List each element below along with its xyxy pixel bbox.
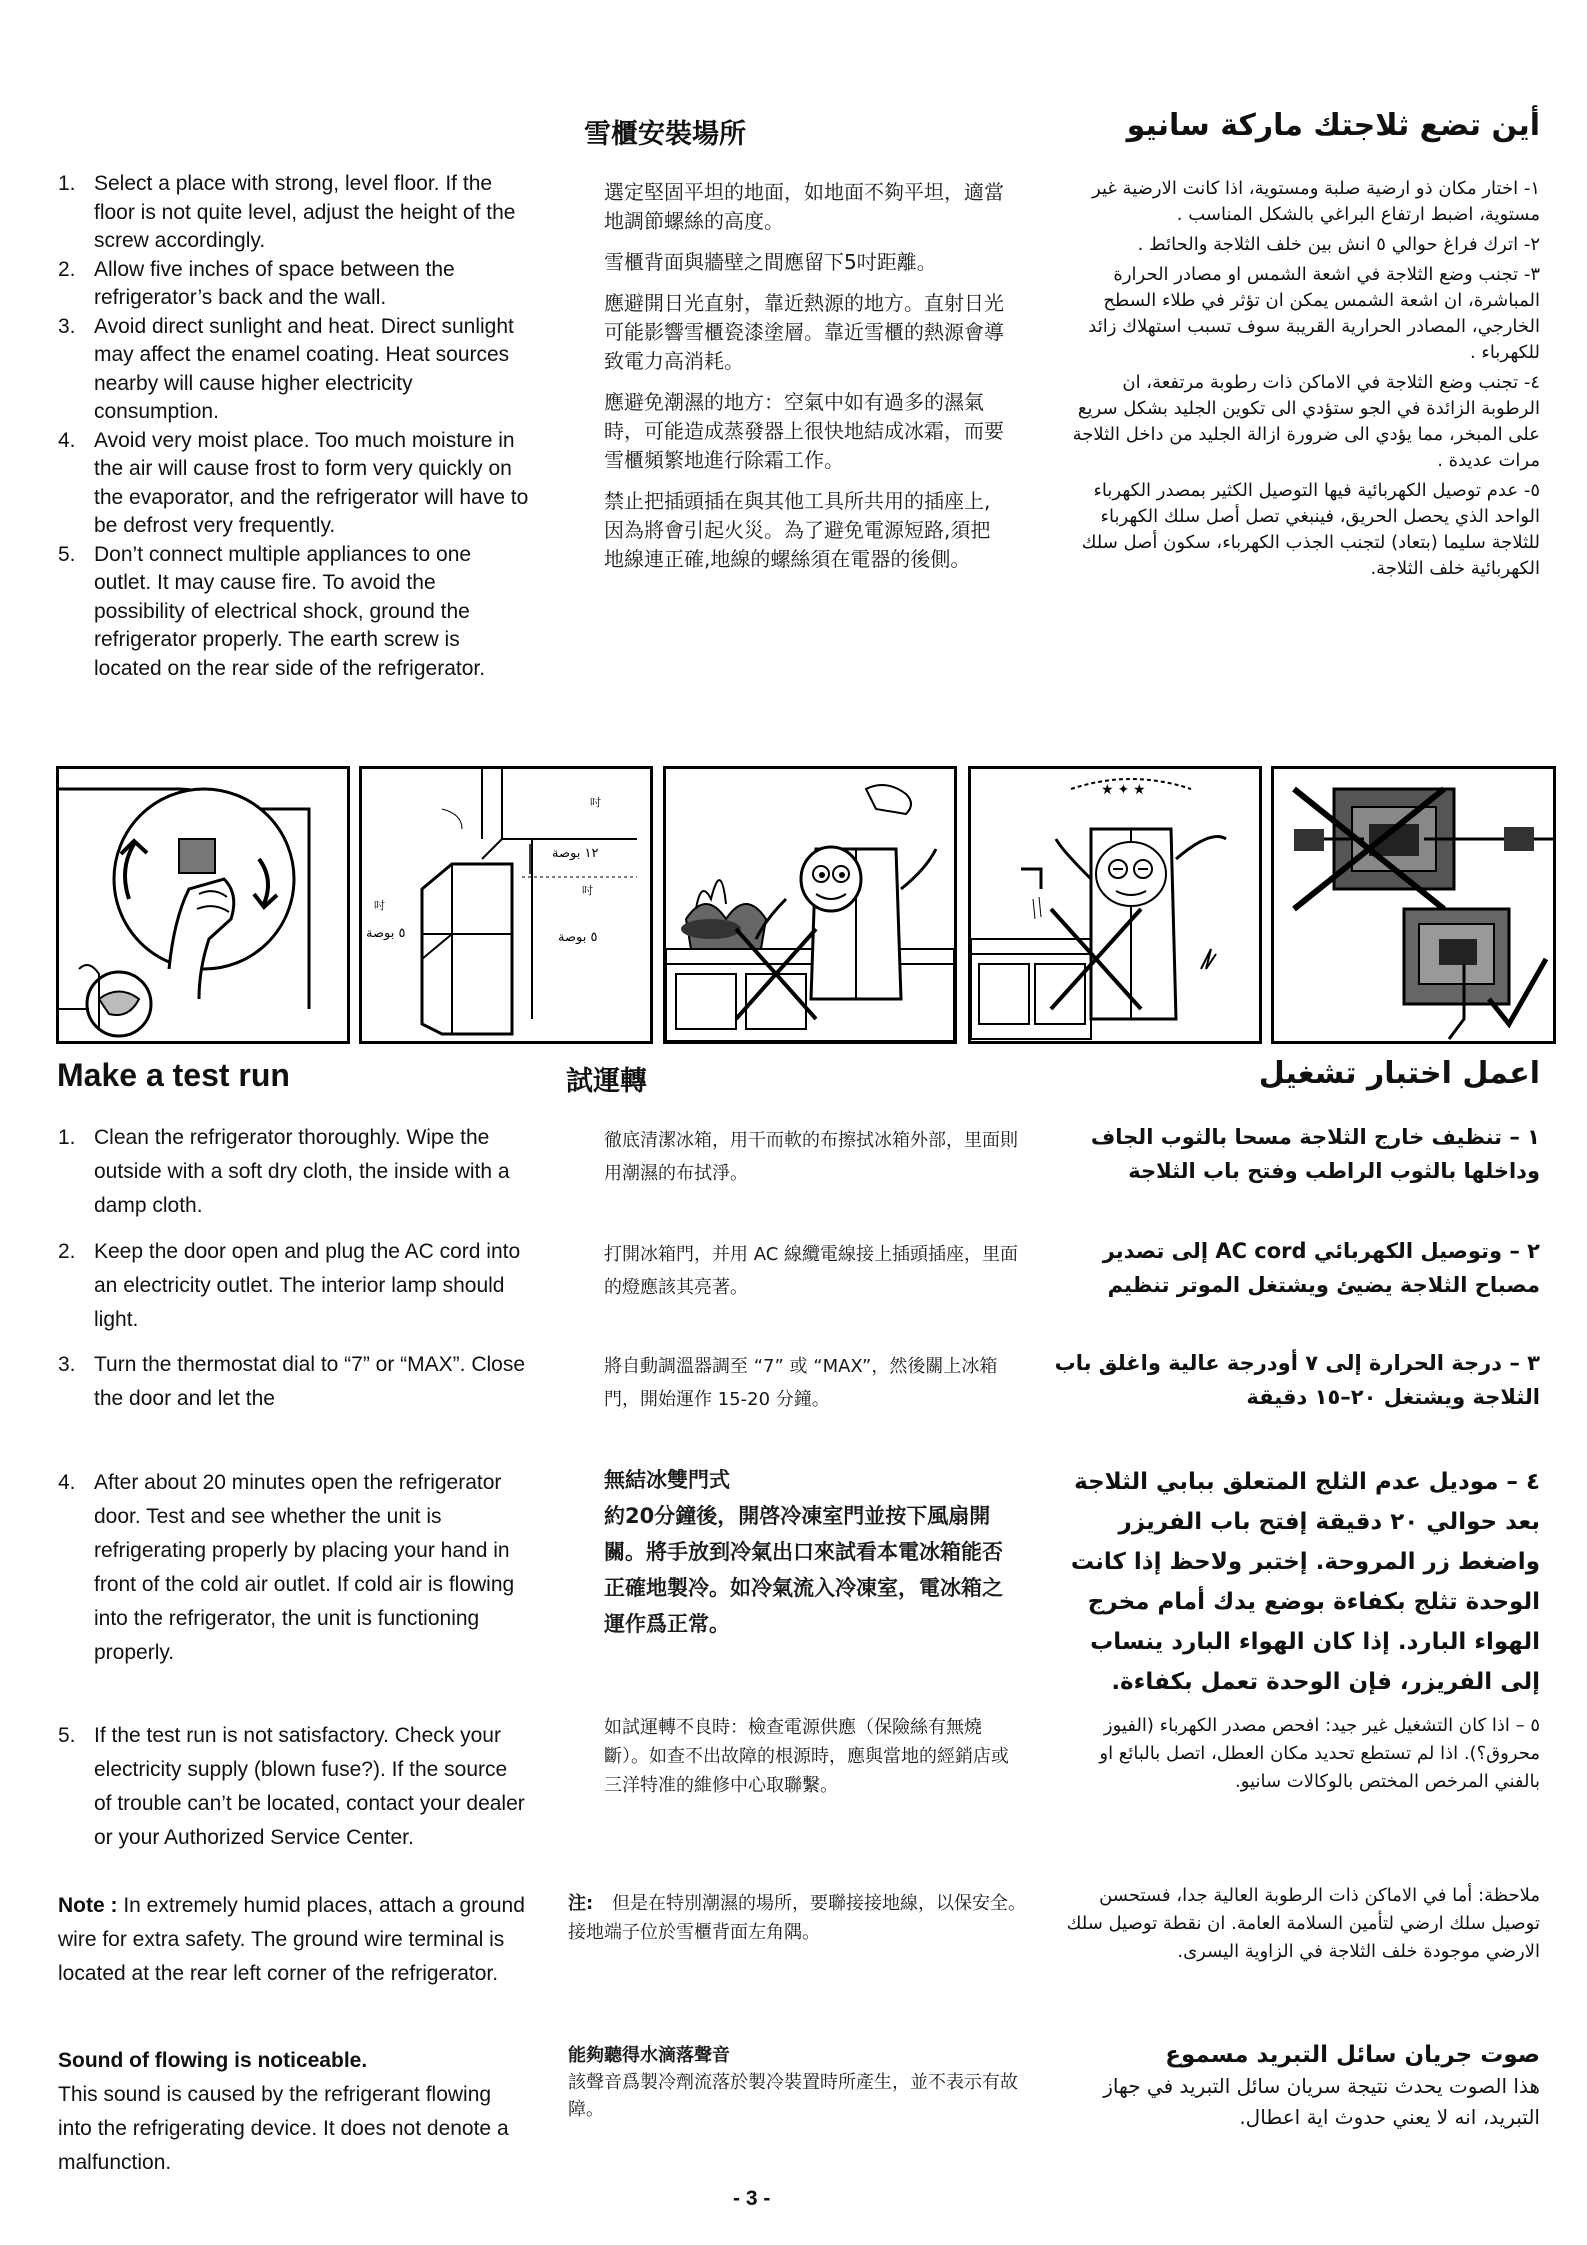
dim-marker-label: 吋 [374, 899, 385, 912]
sound-ar: صوت جريان سائل التبريد مسموع هذا الصوت يحدث نتيجة سريان سائل التبريد في جهاز التبريد، انه لا يعني حدوث اية اعطال. [1103, 2042, 1540, 2129]
test-step-3-ar: ٣ – درجة الحرارة إلى ٧ أودرجة عالية واغلق باب الثلاجة ويشتغل ٢٠–١٥ دقيقة [1054, 1351, 1540, 1409]
note-ar: ملاحظة: أما في الاماكن ذات الرطوبة العالية جدا، فستحسن توصيل سلك ارضي لتأمين السلامة العامة. ان نقطة توصيل سلك الارضي موجودة خلف الثلاجة في الزاوية اليسرى. [1066, 1885, 1540, 1962]
section1-en-list [58, 170, 530, 683]
zh-paragraph: 禁止把插頭插在與其他工具所共用的插座上,因為將會引起火災。為了避免電源短路,須把地線連正確,地線的螺絲須在電器的後側。 [604, 489, 991, 571]
list-item: 4. Avoid very moist place. Too much moisture in the air will cause frost to form very quickly on the evaporator, and the refrigerator will have to be defrost very frequently. [58, 428, 529, 537]
test-step-5-ar: ٥ – اذا كان التشغيل غير جيد: افحص مصدر الكهرباء (الفيوز محروق؟). اذا لم تستطع تحديد مكان العطل، اتصل بالبائع او بالفني المرخص المختص بالوكالات سانيو. [1099, 1715, 1540, 1792]
spacing-label-5-right: ٥ بوصة [558, 930, 598, 945]
test-step-2-zh: 打開冰箱門，并用 AC 線纜電線接上插頭插座，里面的燈應該其亮著。 [604, 1244, 1019, 1298]
illustration-level-screw [56, 766, 350, 1044]
spacing-label-5-left: ٥ بوصة [366, 926, 406, 941]
test-step-5-en: 5. If the test run is not satisfactory. Check your electricity supply (blown fuse?). If the source of trouble can’t be located, contact your dealer or your Authorized Service Center. [58, 1724, 525, 1849]
note-zh: 注: 但是在特別潮濕的場所，要聯接接地線，以保安全。接地端子位於雪櫃背面左角隅。 [568, 1893, 1026, 1943]
test-step-3-en: 3. Turn the thermostat dial to “7” or “MAX”. Close the door and let the [58, 1353, 526, 1410]
list-item: 3. Avoid direct sunlight and heat. Direct sunlight may affect the enamel coating. Heat sources nearby will cause higher electricity consumption. [58, 314, 514, 423]
section1-zh-text [604, 178, 1004, 574]
list-item: 2. Allow five inches of space between the refrigerator’s back and the wall. [58, 257, 455, 309]
svg-text:★ ✦ ★: ★ ✦ ★ [1101, 781, 1146, 797]
spacing-label-12: ١٢ بوصة [552, 846, 599, 861]
test-step-1-zh: 徹底清潔冰箱，用干而軟的布擦拭冰箱外部，里面則用潮濕的布拭淨。 [604, 1130, 1018, 1184]
section1-title-ar: أين تضع ثلاجتك ماركة سانيو [1126, 108, 1540, 143]
test-step-2-en: 2. Keep the door open and plug the AC cord into an electricity outlet. The interior lamp should light. [58, 1240, 521, 1331]
ar-paragraph: ١- اختار مكان ذو ارضية صلبة ومستوية، اذا كانت الارضية غير مستوية، اضبط ارتفاع البراغي بالشكل المناسب . [1092, 178, 1540, 225]
ar-paragraph: ٥- عدم توصيل الكهربائية فيها التوصيل الكثير بمصدر الكهرباء الواحد الذي يحصل الحريق، فينبغي تصل أصل سلك الكهرباء للثلاجة سليما (بتعاد) لتجنب الجذب الكهرباء، سكون أصل سلك الكهربائية خلف الثلاجة. [1081, 480, 1540, 579]
section2-title-zh: 試運轉 [566, 1066, 647, 1097]
illustration-spacing [359, 766, 653, 1044]
page-number: - 3 - [733, 2187, 771, 2210]
ar-paragraph: ٤- تجنب وضع الثلاجة في الاماكن ذات رطوبة مرتفعة، ان الرطوبة الزائدة في الجو ستؤدي الى تكوين الجليد بشكل سريع على المبخر، مما يؤدي الى ضرورة ازالة الجليد من داخل الثلاجة مرات عديدة . [1072, 372, 1540, 471]
test-step-2-ar: ٢ – وتوصيل الكهربائي AC cord إلى تصدير مصباح الثلاجة يضيئ ويشتغل الموتر تنظيم [1102, 1239, 1540, 1297]
illustration-avoid-moisture [968, 766, 1262, 1044]
ar-paragraph: ٢- اترك فراغ حوالي ٥ انش بين خلف الثلاجة والحائط . [1137, 234, 1540, 255]
illustration-avoid-heat [663, 766, 957, 1044]
note-en: Note : In extremely humid places, attach a ground wire for extra safety. The ground wire terminal is located at the rear left corner of the refrigerator. [58, 1894, 525, 1985]
dim-marker-label: 吋 [590, 796, 601, 809]
sound-en: Sound of flowing is noticeable. This sound is caused by the refrigerant flowing into the refrigerating device. It does not denote a malfunction. [58, 2049, 509, 2174]
sound-zh: 能夠聽得水滴落聲音 該聲音爲製冷劑流落於製冷裝置時所產生，並不表示有故障。 [568, 2045, 1018, 2120]
list-item: 1. Select a place with strong, level floor. If the floor is not quite level, adjust the height of the screw accordingly. [58, 172, 516, 252]
zh-paragraph: 應避免潮濕的地方：空氣中如有過多的濕氣時，可能造成蒸發器上很快地結成冰霜，而要雪櫃頻繁地進行除霜工作。 [604, 390, 1004, 472]
test-step-4-zh: 無結冰雙門式 約20分鐘後，開啓冷凍室門並按下風扇開關。將手放到冷氣出口來試看本電冰箱能否正確地製冷。如冷氣流入冷凍室，電冰箱之運作爲正常。 [604, 1468, 1003, 1636]
test-step-5-zh: 如試運轉不良時：檢查電源供應（保險絲有無燒斷）。如查不出故障的根源時，應與當地的經銷店或三洋特准的維修中心取聯繫。 [604, 1717, 1009, 1796]
zh-paragraph: 應避開日光直射，靠近熱源的地方。直射日光可能影響雪櫃瓷漆塗層。靠近雪櫃的熱源會導致電力高消耗。 [604, 291, 1004, 373]
section2-title-en: Make a test run [57, 1057, 290, 1093]
section1-title-zh: 雪櫃安裝場所 [584, 119, 746, 150]
test-step-1-en: 1. Clean the refrigerator thoroughly. Wipe the outside with a soft dry cloth, the inside with a damp cloth. [58, 1126, 510, 1217]
test-step-4-ar: ٤ – موديل عدم الثلج المتعلق ببابي الثلاجة بعد حوالي ٢٠ دقيقة إفتح باب الفريزر واضغط زر المروحة. إختبر ولاحظ إذا كانت الوحدة تثلج بكفاءة بوضع يدك أمام مخرج الهواء البارد. إذا كان الهواء البارد ينساب إلى الفريزر، فإن الوحدة تعمل بكفاءة. [1070, 1469, 1540, 1695]
illustration-single-outlet [1271, 766, 1556, 1044]
zh-paragraph: 選定堅固平坦的地面，如地面不夠平坦，適當地調節螺絲的高度。 [604, 180, 1004, 233]
test-step-3-zh: 將自動調溫器調至 “7” 或 “MAX”，然後關上冰箱門，開始運作 15-20 分鐘。 [604, 1356, 998, 1410]
ar-paragraph: ٣- تجنب وضع الثلاجة في اشعة الشمس او مصادر الحرارة المباشرة، ان اشعة الشمس يمكن ان تؤثر في طلاء السطح الخارجي، المصادر الحرارية القريبة سوف تسبب استهلاك زائد للكهرباء . [1088, 264, 1540, 363]
test-step-4-en: 4. After about 20 minutes open the refrigerator door. Test and see whether the unit is refrigerating properly by placing your hand in front of the cold air outlet. If cold air is flowing into the refrigerator, the unit is functioning properly. [58, 1471, 515, 1664]
dim-marker-label: 吋 [582, 884, 593, 897]
list-item: 5. Don’t connect multiple appliances to one outlet. It may cause fire. To avoid the possibility of electrical shock, ground the refrigerator properly. The earth screw is located on the rear side of the refrigerator. [58, 542, 486, 680]
section2-title-ar: اعمل اختبار تشغيل [1258, 1056, 1540, 1091]
zh-paragraph: 雪櫃背面與牆壁之間應留下5吋距離。 [604, 250, 937, 274]
section1-ar-text [1070, 176, 1540, 582]
test-step-1-ar: ١ – تنظيف خارج الثلاجة مسحا بالثوب الجاف وداخلها بالثوب الراطب وفتح باب الثلاجة [1090, 1125, 1540, 1183]
